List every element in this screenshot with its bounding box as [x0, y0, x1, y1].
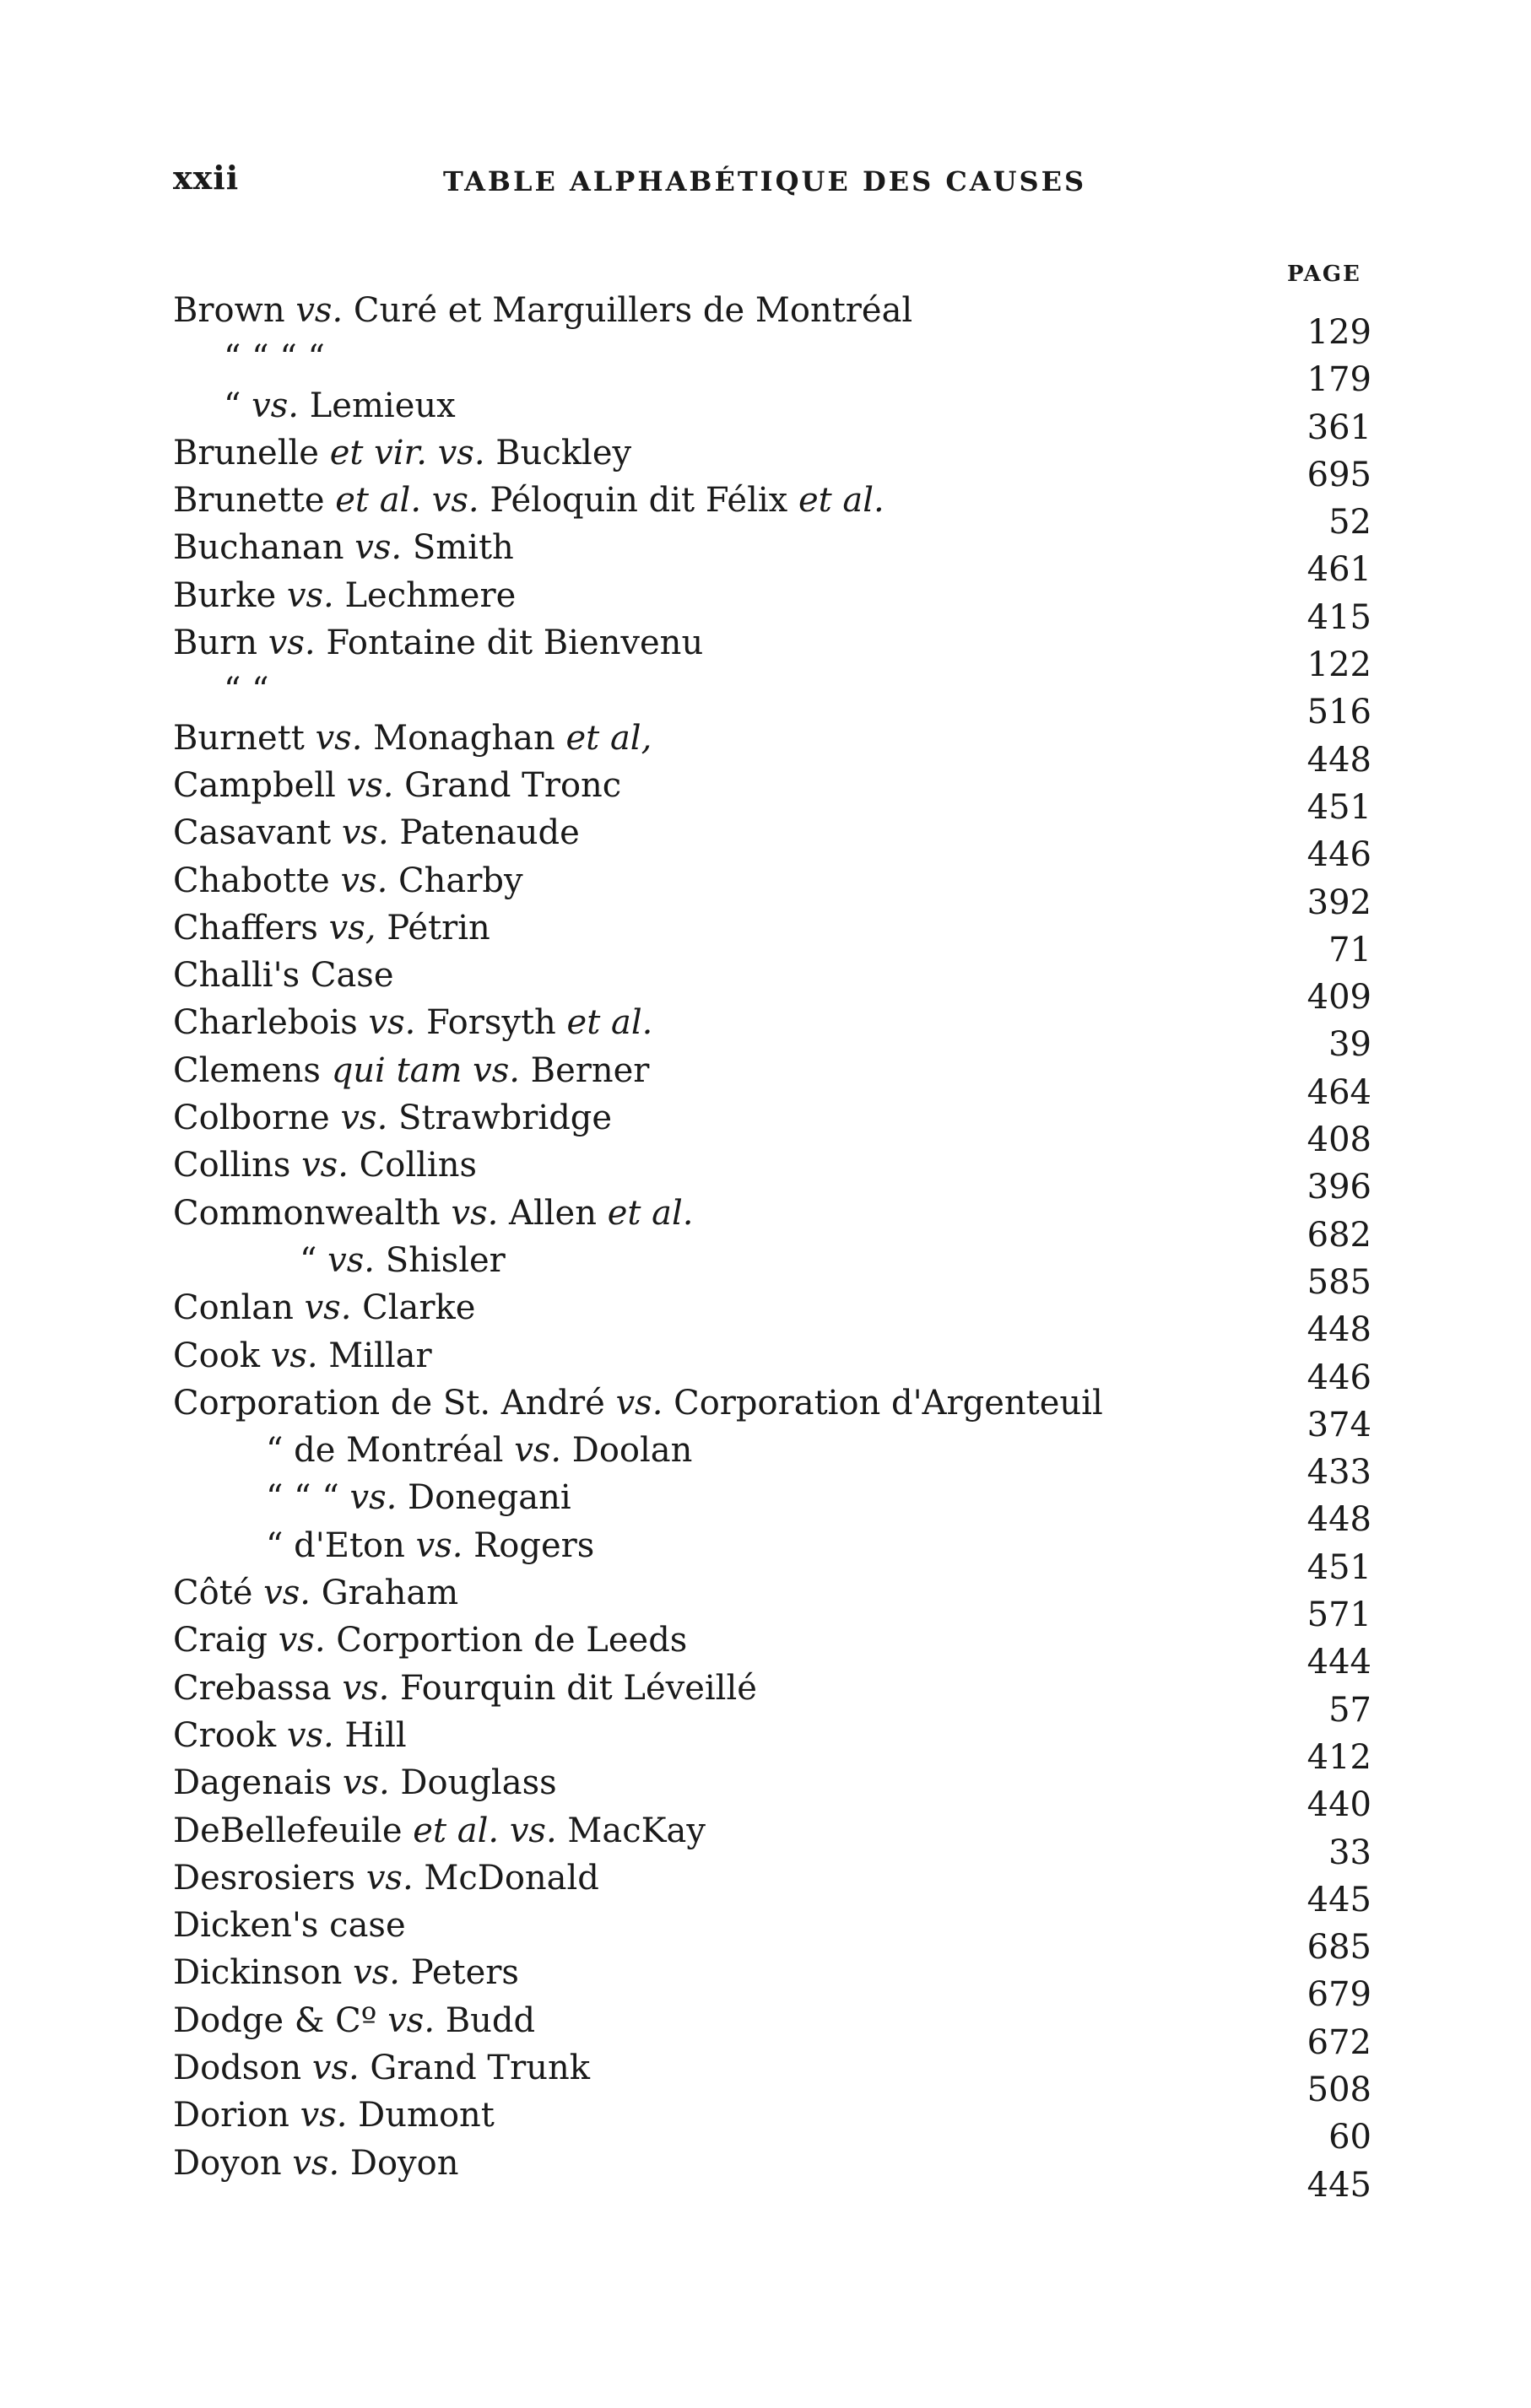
case-name-text: Desrosiers	[173, 1858, 366, 1898]
case-page-number: 451	[1306, 1547, 1371, 1587]
case-page-number: 451	[1306, 787, 1371, 827]
case-name-text: “ “ “	[266, 1478, 350, 1518]
case-name-text: Campbell	[173, 765, 347, 805]
index-entry	[173, 1569, 1371, 1635]
index-entry	[173, 1474, 1371, 1540]
case-name	[173, 904, 490, 952]
case-name-text: Monaghan	[362, 718, 566, 758]
case-page-number: 672	[1306, 2022, 1371, 2062]
case-name-italic: vs.	[514, 1431, 562, 1471]
case-page-number: 445	[1306, 2165, 1371, 2205]
case-name-text: Challi's Case	[173, 956, 394, 996]
case-name-text: Patenaude	[388, 813, 580, 853]
index-entry	[173, 477, 1371, 543]
case-name-text: Cook	[173, 1336, 271, 1375]
case-name-text: Graham	[311, 1574, 459, 1613]
case-name-text: Grand Trunk	[359, 2048, 590, 2087]
case-name	[173, 1569, 458, 1617]
case-page-number: 446	[1306, 1358, 1371, 1397]
case-name-text: Brunette	[173, 481, 336, 521]
index-entry	[173, 1902, 1371, 1968]
case-name-text: “	[300, 1240, 328, 1280]
case-name	[266, 1522, 594, 1569]
case-name-italic: vs.	[431, 481, 479, 521]
index-entry	[173, 334, 1371, 400]
case-name-text: Forsyth	[415, 1003, 567, 1043]
case-name	[173, 857, 523, 904]
case-name-text: “ “	[224, 671, 269, 710]
case-name-italic: vs.	[300, 2096, 348, 2135]
case-page-number: 33	[1328, 1833, 1371, 1872]
case-name	[173, 952, 393, 999]
index-entry	[173, 429, 1371, 494]
case-page-number: 392	[1306, 883, 1371, 922]
case-name	[266, 1474, 571, 1521]
case-name-text: Dodson	[173, 2048, 312, 2087]
index-entry	[173, 382, 1371, 447]
case-page-number: 433	[1306, 1453, 1371, 1493]
case-name-text: Brunelle	[173, 433, 330, 472]
case-name-text: Millar	[317, 1336, 432, 1375]
case-name-italic: vs.	[252, 386, 300, 425]
case-page-number: 448	[1306, 1500, 1371, 1540]
case-name-italic: vs.	[354, 528, 403, 568]
index-entry	[173, 1712, 1371, 1777]
case-name-text: Burnett	[173, 718, 316, 758]
case-name-italic: vs.	[340, 1099, 388, 1138]
case-name-italic: et al,	[565, 718, 652, 758]
case-name-text: Curé et Marguillers de Montréal	[343, 291, 913, 330]
case-name-text: Doyon	[173, 2143, 293, 2183]
case-name-italic: et al.	[607, 1193, 694, 1233]
case-page-number: 396	[1306, 1168, 1371, 1207]
case-page-number: 122	[1306, 645, 1371, 685]
case-name-text: Clarke	[351, 1288, 476, 1328]
case-name-italic: vs.	[286, 1715, 334, 1755]
case-name-italic: vs.	[342, 1763, 390, 1803]
index-entry	[173, 524, 1371, 590]
index-entry	[173, 1190, 1371, 1255]
case-name	[173, 1902, 406, 1949]
case-name-italic: vs.	[437, 433, 485, 472]
case-name-text: Buckley	[484, 433, 632, 472]
case-name	[173, 1284, 475, 1331]
case-page-number: 446	[1306, 835, 1371, 875]
case-name-text: Burke	[173, 575, 287, 615]
case-name-text: Peters	[400, 1953, 519, 1993]
case-name-text: Lechmere	[333, 575, 517, 615]
case-name	[173, 1949, 519, 1996]
case-name-text: “	[224, 386, 252, 425]
case-page-number: 440	[1306, 1785, 1371, 1825]
case-name-text: Lemieux	[299, 386, 456, 425]
case-name-text: Fourquin dit Léveillé	[389, 1668, 757, 1708]
case-name-text: Charlebois	[173, 1003, 369, 1043]
case-name	[173, 1855, 599, 1902]
index-entry	[173, 857, 1371, 922]
case-name	[173, 1665, 757, 1712]
index-entry	[173, 1997, 1371, 2062]
case-name-text: Dodge & Cº	[173, 2000, 388, 2040]
index-entry	[173, 809, 1371, 875]
case-name-text: Crebassa	[173, 1668, 343, 1708]
case-page-number: 685	[1306, 1928, 1371, 1968]
case-name	[173, 1190, 694, 1237]
case-name-italic: vs.	[304, 1288, 352, 1328]
case-name-text: Burn	[173, 624, 268, 663]
case-page-number: 571	[1306, 1595, 1371, 1635]
case-page-number: 361	[1306, 408, 1371, 447]
case-name-text: Colborne	[173, 1099, 341, 1138]
case-name	[173, 2140, 458, 2187]
case-name-text: Dumont	[347, 2096, 495, 2135]
case-name-italic: vs.	[295, 291, 344, 330]
page-header	[173, 159, 1151, 209]
case-name-text: Smith	[402, 528, 514, 568]
case-page-number: 679	[1306, 1975, 1371, 2015]
case-name-text: Crook	[173, 1715, 287, 1755]
case-name-text: Doyon	[339, 2143, 459, 2183]
case-page-number: 448	[1306, 740, 1371, 780]
case-page-number: 516	[1306, 693, 1371, 732]
index-entry	[173, 1332, 1371, 1397]
case-page-number: 129	[1306, 313, 1371, 352]
case-name-italic: vs.	[292, 2143, 340, 2183]
case-name	[266, 1427, 692, 1474]
index-entry	[173, 1855, 1371, 1919]
case-name-text: Craig	[173, 1621, 279, 1660]
case-name	[173, 762, 621, 809]
case-name-text: Grand Tronc	[393, 765, 622, 805]
case-name-text: Dickinson	[173, 1953, 354, 1993]
case-name-text: Corportion de Leeds	[325, 1621, 688, 1660]
case-name	[224, 334, 325, 381]
case-name-italic: vs.	[327, 1240, 376, 1280]
case-name	[173, 429, 631, 477]
case-name-text: Dicken's case	[173, 1906, 406, 1946]
index-entry	[173, 1807, 1371, 1872]
case-name-text: Commonwealth	[173, 1193, 452, 1233]
index-entry	[173, 1237, 1371, 1302]
page-column-label: PAGE	[1287, 262, 1361, 287]
case-name-text: McDonald	[413, 1858, 599, 1898]
case-page-number: 415	[1306, 597, 1371, 637]
running-title: TABLE ALPHABÉTIQUE DES CAUSES	[443, 165, 1087, 197]
case-name-italic: vs.	[263, 1574, 311, 1613]
case-page-number: 412	[1306, 1737, 1371, 1777]
case-name	[173, 1617, 687, 1664]
case-name-italic: vs.	[268, 624, 316, 663]
case-page-number: 585	[1306, 1262, 1371, 1302]
index-entry	[173, 1284, 1371, 1350]
case-page-number: 39	[1328, 1025, 1371, 1065]
index-entry	[173, 952, 1371, 1018]
case-name-italic: vs.	[353, 1953, 400, 1993]
case-name-text: Corporation de St. André	[173, 1383, 616, 1423]
index-entry	[173, 287, 1371, 352]
case-name-italic: et al.	[798, 481, 885, 521]
case-name-text: Berner	[519, 1050, 650, 1090]
case-name-italic: vs.	[365, 1858, 414, 1898]
case-name-italic: et al.	[335, 481, 422, 521]
index-entry	[173, 572, 1371, 637]
case-name-text: Collins	[348, 1146, 477, 1185]
case-name	[173, 287, 912, 334]
case-name-italic: vs.	[368, 1003, 416, 1043]
case-name	[173, 477, 885, 524]
case-name-text: Dagenais	[173, 1763, 343, 1803]
case-name-text: Clemens	[173, 1050, 332, 1090]
index-entry	[173, 1427, 1371, 1493]
case-page-number: 409	[1306, 978, 1371, 1018]
case-name-italic: vs.	[349, 1478, 398, 1518]
case-name-text: Péloquin dit Félix	[479, 481, 798, 521]
case-name-italic: vs.	[286, 575, 334, 615]
case-name-italic: et vir.	[329, 433, 427, 472]
case-name-text: Dorion	[173, 2096, 300, 2135]
index-entry	[173, 1759, 1371, 1825]
case-name-text: “ de Montréal	[266, 1431, 515, 1471]
case-name-text: Shisler	[375, 1240, 506, 1280]
case-name-text: Charby	[387, 861, 523, 900]
case-name-italic: vs.	[342, 1668, 390, 1708]
case-page-number: 445	[1306, 1880, 1371, 1919]
case-page-number: 448	[1306, 1310, 1371, 1350]
case-name-italic: vs,	[328, 908, 376, 948]
case-name	[173, 1997, 535, 2044]
index-entry	[173, 1047, 1371, 1112]
index-entry	[173, 619, 1371, 685]
case-name-text: Budd	[435, 2000, 536, 2040]
case-name-italic: vs.	[415, 1525, 463, 1565]
case-page-number: 52	[1328, 503, 1371, 543]
case-name-text: Pétrin	[376, 908, 490, 948]
case-name-text: Chabotte	[173, 861, 341, 900]
index-entry	[173, 1949, 1371, 2015]
case-name-text	[421, 481, 432, 520]
index-entry	[173, 667, 1371, 732]
case-name-text: Côté	[173, 1574, 264, 1613]
case-name-text: Strawbridge	[387, 1099, 613, 1138]
case-name-text	[499, 1811, 510, 1850]
case-name	[224, 382, 456, 429]
case-name	[173, 1759, 557, 1806]
case-page-number: 695	[1306, 455, 1371, 494]
case-name-text: Collins	[173, 1146, 302, 1185]
case-name	[173, 2092, 495, 2139]
case-name-text: “ “ “ “	[224, 338, 325, 378]
index-entry	[173, 2044, 1371, 2109]
index-entry	[173, 762, 1371, 827]
case-name-text: Donegani	[397, 1478, 571, 1518]
index-entry	[173, 2140, 1371, 2205]
case-page-number: 464	[1306, 1072, 1371, 1112]
case-name	[173, 1094, 612, 1142]
case-name	[173, 524, 514, 571]
case-name-text	[427, 434, 438, 472]
case-name-text: MacKay	[556, 1811, 706, 1850]
case-name	[173, 999, 652, 1046]
case-page-number: 444	[1306, 1643, 1371, 1682]
case-name-text: Casavant	[173, 813, 342, 853]
case-name	[173, 1379, 1103, 1427]
index-entry	[173, 999, 1371, 1065]
case-page-number: 682	[1306, 1215, 1371, 1255]
case-page-number: 408	[1306, 1120, 1371, 1160]
case-page-number: 508	[1306, 2070, 1371, 2109]
case-name-text: Corporation d'Argenteuil	[663, 1383, 1103, 1423]
page-number: xxii	[173, 159, 240, 197]
case-name-italic: vs.	[509, 1811, 557, 1850]
case-name-text: Conlan	[173, 1288, 305, 1328]
case-name-italic: vs.	[311, 2048, 360, 2087]
case-name	[173, 1712, 407, 1759]
case-name-text: Buchanan	[173, 528, 355, 568]
case-name	[173, 572, 516, 619]
case-name-italic: vs.	[278, 1621, 326, 1660]
case-page-number: 57	[1328, 1690, 1371, 1730]
case-name-text: Chaffers	[173, 908, 329, 948]
case-page-number: 60	[1328, 2118, 1371, 2157]
case-page-number: 179	[1306, 360, 1371, 400]
case-index-list	[173, 287, 1371, 2205]
index-entry	[173, 1617, 1371, 1682]
case-name-italic: vs.	[346, 765, 394, 805]
case-name-text: DeBellefeuile	[173, 1811, 414, 1850]
case-name	[173, 1332, 432, 1379]
case-name-italic: vs.	[615, 1383, 663, 1423]
case-name-italic: vs.	[315, 718, 363, 758]
index-entry	[173, 715, 1371, 780]
case-name-italic: vs.	[451, 1193, 499, 1233]
case-name-text: Brown	[173, 291, 296, 330]
case-name	[173, 715, 652, 762]
index-entry	[173, 1522, 1371, 1587]
case-name-italic: vs.	[387, 2000, 435, 2040]
case-name-italic: vs.	[301, 1146, 349, 1185]
case-name-italic: vs.	[270, 1336, 318, 1375]
case-name	[173, 619, 703, 667]
case-name-text: Fontaine dit Bienvenu	[315, 624, 704, 663]
index-entry	[173, 2092, 1371, 2157]
case-name-italic: vs.	[340, 861, 388, 900]
case-name-italic: et al.	[413, 1811, 500, 1850]
case-name-text: Hill	[333, 1715, 407, 1755]
case-name-text: Douglass	[389, 1763, 557, 1803]
index-entry	[173, 904, 1371, 969]
case-page-number: 374	[1306, 1405, 1371, 1444]
case-name	[173, 1807, 706, 1855]
case-name-text: Rogers	[463, 1525, 595, 1565]
case-name-text: Doolan	[561, 1431, 693, 1471]
index-entry	[173, 1142, 1371, 1207]
case-page-number: 71	[1328, 930, 1371, 969]
case-name	[173, 1142, 477, 1189]
case-page-number: 461	[1306, 550, 1371, 590]
case-name-italic: qui tam vs.	[331, 1050, 520, 1090]
case-name-italic: vs.	[341, 813, 389, 853]
case-name-text: Allen	[498, 1193, 608, 1233]
case-name	[300, 1237, 506, 1284]
case-name	[173, 809, 580, 856]
case-name-italic: et al.	[566, 1003, 653, 1043]
case-name	[173, 2044, 590, 2092]
case-name	[173, 1047, 649, 1094]
index-entry	[173, 1665, 1371, 1730]
case-name	[224, 667, 269, 714]
index-entry	[173, 1094, 1371, 1160]
index-entry	[173, 1379, 1371, 1444]
case-name-text: “ d'Eton	[266, 1525, 416, 1565]
